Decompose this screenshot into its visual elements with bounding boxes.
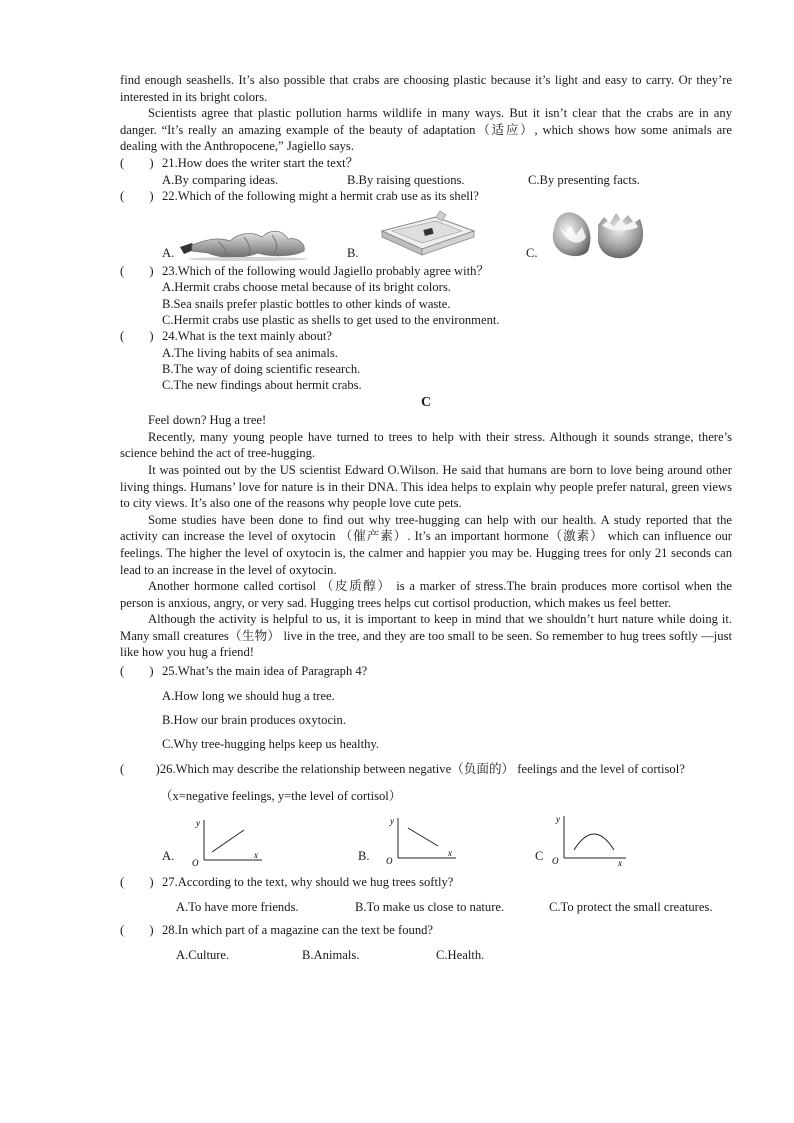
y-axis-label: y: [196, 818, 200, 829]
option-c-label: C.: [526, 245, 538, 260]
y-axis-label: y: [390, 816, 394, 827]
question-25: [120, 663, 732, 680]
question-text: 25.What’s the main idea of Paragraph 4?: [162, 664, 368, 679]
origin-label: O: [552, 856, 559, 867]
option-c: C.To protect the small creatures.: [549, 899, 713, 914]
curve-arch: [574, 834, 614, 850]
answer-blank[interactable]: ( ): [120, 263, 154, 278]
graph-a-increasing: [188, 814, 268, 868]
option-c-label: C: [535, 849, 544, 864]
question-text: 23.Which of the following would Jagiello probably agree with？: [162, 263, 490, 278]
x-axis-label: x: [254, 850, 258, 861]
option-c: C.By presenting facts.: [528, 172, 640, 187]
option-a: A.How long we should hug a tree.: [162, 688, 335, 703]
question-text: 24.What is the text mainly about?: [162, 328, 332, 343]
options-26-graphs: [120, 810, 732, 868]
option-b-label: B.: [347, 245, 359, 260]
line-increasing: [212, 830, 244, 852]
question-22: [120, 188, 732, 205]
options-21: [120, 172, 732, 189]
question-text: 28.In which part of a magazine can the text be found?: [162, 923, 434, 938]
worksheet-page: [120, 72, 732, 964]
question-26: [120, 761, 732, 810]
passage-c-paragraph: It was pointed out by the US scientist Edward O.Wilson. He said that humans are born to love being around other living things. Humans’ love for nature is in their DNA. This idea helps to explain why people prefer natural, green views to city views. It’s also one of the reasons why people love cute pets.: [120, 462, 732, 511]
option-b: B.The way of doing scientific research.: [162, 361, 361, 376]
question-text: 22.Which of the following might a hermit crab use as its shell?: [162, 189, 479, 204]
option-b: B.By raising questions.: [347, 172, 465, 187]
question-text: 21.How does the writer start the text？: [162, 155, 359, 170]
option-c: C.Health.: [436, 948, 485, 963]
passage-c-paragraph: Some studies have been done to find out why tree-hugging can help with our health. A study reported that the activity can increase the level of oxytocin （催产素）. It’s an important hormone（激素） which can influence our feelings. The higher the level of oxytocin is, the calmer and happier you may be. Hugging trees for only 21 seconds can lead to an increase in the level of oxytocin.: [120, 512, 732, 577]
passage-c-paragraph: Although the activity is helpful to us, it is important to keep in mind that we shouldn’t hurt nature while doing it. Many small creatures（生物） live in the tree, and they are too small to be seen. So remember to hug trees softly —just like how you hug a friend!: [120, 612, 732, 660]
question-24: [120, 328, 732, 345]
x-axis-label: x: [618, 858, 622, 869]
option-b: B.Animals.: [302, 948, 360, 963]
origin-label: O: [192, 858, 199, 869]
x-axis-label: x: [448, 848, 452, 859]
options-28: [120, 947, 732, 964]
answer-blank[interactable]: ( ): [120, 923, 154, 938]
answer-blank[interactable]: ( ): [120, 664, 154, 679]
answer-blank[interactable]: ( ): [120, 189, 154, 204]
passage-c-paragraph: Recently, many young people have turned to trees to help with their stress. Although it sounds strange, there’s science behind the act of tree-hugging.: [120, 429, 732, 461]
option-b-label: B.: [358, 849, 370, 864]
option-c: C.The new findings about hermit crabs.: [162, 377, 362, 392]
graph-b-decreasing: [378, 812, 462, 868]
option-c: C.Why tree-hugging helps keep us healthy.: [162, 737, 380, 752]
option-a-label: A.: [162, 245, 175, 260]
question-text: 26.Which may describe the relationship between negative（负面的） feelings and the level of cortisol?（x=negative feelings, y=the level of cortisol）: [159, 762, 685, 804]
answer-blank[interactable]: ( ): [120, 155, 154, 170]
question-text: 27.According to the text, why should we hug trees softly?: [162, 875, 454, 890]
eggshell-image: [548, 205, 648, 263]
option-a: A.The living habits of sea animals.: [162, 345, 338, 360]
option-b: B.To make us close to nature.: [355, 899, 505, 914]
question-21: [120, 155, 732, 172]
graph-c-arch: [548, 810, 632, 868]
options-22-images: [120, 205, 732, 263]
option-a: A.Hermit crabs choose metal because of its bright colors.: [162, 280, 451, 295]
option-c: C.Hermit crabs use plastic as shells to get used to the environment.: [162, 312, 500, 327]
metal-tin-box-image: [378, 209, 478, 257]
passage-b-paragraph: Scientists agree that plastic pollution harms wildlife in many ways. But it isn’t clear that the crabs are in any danger. “It’s really an amazing example of the beauty of adaptation（适应）, which shows how some animals are dealing with the Anthropocene,” Jagiello says.: [120, 106, 732, 154]
question-23: [120, 263, 732, 280]
section-letter: C: [420, 395, 432, 411]
passage-c-paragraph: Another hormone called cortisol （皮质醇） is a marker of stress.The brain produces more cortisol when the person is anxious, angry, or very sad. Hugging trees helps cut cortisol production, which makes us feel better.: [120, 579, 732, 610]
option-a: A.Culture.: [176, 948, 230, 963]
y-axis-label: y: [556, 814, 560, 825]
answer-blank[interactable]: ( ): [120, 328, 154, 343]
plastic-bottle-image: [178, 219, 313, 261]
option-a-label: A.: [162, 849, 175, 864]
option-b: B.How our brain produces oxytocin.: [162, 712, 346, 727]
passage-b-paragraph: find enough seashells. It’s also possible that crabs are choosing plastic because it’s light and easy to carry. Or they’re interested in its bright colors.: [120, 73, 732, 104]
option-a: A.By comparing ideas.: [162, 172, 279, 187]
question-28: [120, 922, 732, 939]
question-27: [120, 874, 732, 891]
passage-title: Feel down? Hug a tree!: [148, 413, 267, 428]
option-b: B.Sea snails prefer plastic bottles to other kinds of waste.: [162, 296, 451, 311]
answer-blank[interactable]: ( ): [120, 762, 160, 777]
options-27: [120, 899, 732, 916]
option-a: A.To have more friends.: [176, 899, 299, 914]
answer-blank[interactable]: ( ): [120, 875, 154, 890]
origin-label: O: [386, 856, 393, 867]
line-decreasing: [408, 828, 438, 846]
